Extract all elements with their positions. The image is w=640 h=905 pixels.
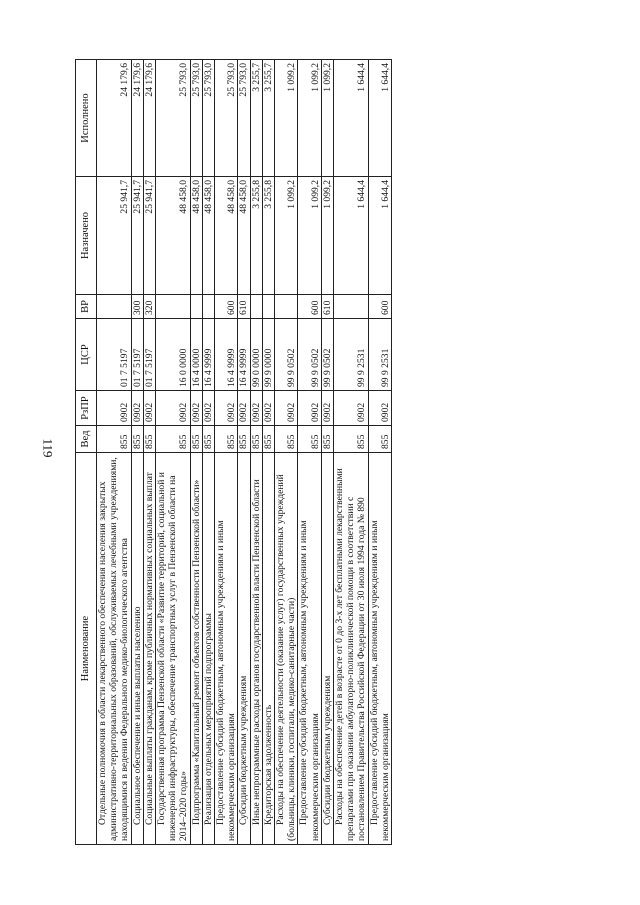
cell-ved: 855 [190, 426, 202, 453]
cell-rzpr: 0902 [202, 391, 214, 426]
table-header [76, 60, 97, 845]
cell-isp: 1 099,2 [321, 60, 333, 177]
cell-ved: 855 [321, 426, 333, 453]
cell-isp: 24 179,6 [131, 60, 143, 177]
cell-vr: 610 [321, 295, 333, 319]
cell-rzpr: 0902 [275, 391, 298, 426]
cell-csr: 99 9 2531 [368, 319, 391, 391]
cell-vr [334, 295, 369, 319]
cell-ved: 855 [156, 426, 191, 453]
cell-nazn: 48 458,0 [190, 177, 202, 295]
cell-csr: 99 9 2531 [334, 319, 369, 391]
cell-vr [275, 295, 298, 319]
cell-ved: 855 [298, 426, 321, 453]
cell-isp: 3 255,7 [250, 60, 262, 177]
cell-isp: 24 179,6 [143, 60, 155, 177]
cell-isp: 3 255,7 [262, 60, 274, 177]
cell-ved: 855 [97, 426, 132, 453]
cell-rzpr: 0902 [143, 391, 155, 426]
table-row [131, 60, 143, 845]
table-row [238, 60, 250, 845]
cell-nazn: 25 941,7 [97, 177, 132, 295]
cell-nazn: 3 255,8 [250, 177, 262, 295]
header-name: Наименование [76, 453, 97, 845]
rotated-table-container [75, 60, 560, 845]
cell-nazn: 1 644,4 [334, 177, 369, 295]
cell-csr: 16 4 9999 [215, 319, 238, 391]
cell-name: Субсидии бюджетным учреждениям [321, 453, 333, 845]
cell-csr: 01 7 5197 [97, 319, 132, 391]
table-row [97, 60, 132, 845]
header-rzpr: РзПР [76, 391, 97, 426]
cell-name: Расходы на обеспечение деятельности (оказание услуг) государственных учреждений (больницы, клиники, госпитали, медико-санитарные части) [275, 453, 298, 845]
cell-nazn: 48 458,0 [238, 177, 250, 295]
table-row [262, 60, 274, 845]
cell-nazn: 25 941,7 [143, 177, 155, 295]
header-isp: Исполнено [76, 60, 97, 177]
cell-vr: 600 [215, 295, 238, 319]
cell-csr: 16 0 0000 [156, 319, 191, 391]
cell-rzpr: 0902 [215, 391, 238, 426]
cell-nazn: 48 458,0 [215, 177, 238, 295]
cell-nazn: 3 255,8 [262, 177, 274, 295]
cell-name: Подпрограмма «Капитальный ремонт объектов собственности Пензенской области» [190, 453, 202, 845]
table-body [97, 60, 392, 845]
cell-rzpr: 0902 [298, 391, 321, 426]
header-ved: Вед [76, 426, 97, 453]
cell-csr: 99 0 0000 [250, 319, 262, 391]
cell-name: Предоставление субсидий бюджетным, автономным учреждениям и иным некоммерческим организациям [215, 453, 238, 845]
cell-name: Иные непрограммные расходы органов государственной власти Пензенской области [250, 453, 262, 845]
cell-vr [156, 295, 191, 319]
cell-name: Предоставление субсидий бюджетным, автономным учреждениям и иным некоммерческим организациям [368, 453, 391, 845]
cell-rzpr: 0902 [334, 391, 369, 426]
cell-rzpr: 0902 [190, 391, 202, 426]
table-row [334, 60, 369, 845]
table-row [143, 60, 155, 845]
cell-vr [202, 295, 214, 319]
cell-rzpr: 0902 [97, 391, 132, 426]
table-row [298, 60, 321, 845]
cell-nazn: 25 941,7 [131, 177, 143, 295]
table-row [368, 60, 391, 845]
cell-vr [262, 295, 274, 319]
cell-ved: 855 [131, 426, 143, 453]
cell-csr: 99 9 0502 [298, 319, 321, 391]
cell-isp: 1 644,4 [334, 60, 369, 177]
cell-nazn: 48 458,0 [202, 177, 214, 295]
table-row [202, 60, 214, 845]
cell-rzpr: 0902 [368, 391, 391, 426]
header-row [76, 60, 97, 845]
cell-name: Социальное обеспечение и иные выплаты населению [131, 453, 143, 845]
cell-vr: 610 [238, 295, 250, 319]
cell-isp: 25 793,0 [156, 60, 191, 177]
cell-rzpr: 0902 [238, 391, 250, 426]
cell-ved: 855 [143, 426, 155, 453]
header-vr: ВР [76, 295, 97, 319]
table-row [321, 60, 333, 845]
cell-csr: 01 7 5197 [143, 319, 155, 391]
cell-vr [250, 295, 262, 319]
cell-name: Государственная программа Пензенской области «Развитие территорий, социальной и инженерной инфраструктуры, обеспечение транспортных услуг в Пензенской области на 2014–2020 годы» [156, 453, 191, 845]
budget-table [75, 59, 392, 845]
table-row [190, 60, 202, 845]
cell-nazn: 1 099,2 [275, 177, 298, 295]
cell-ved: 855 [215, 426, 238, 453]
cell-name: Субсидии бюджетным учреждениям [238, 453, 250, 845]
cell-nazn: 1 099,2 [321, 177, 333, 295]
cell-ved: 855 [368, 426, 391, 453]
cell-nazn: 1 644,4 [368, 177, 391, 295]
cell-ved: 855 [262, 426, 274, 453]
cell-csr: 99 9 0502 [321, 319, 333, 391]
cell-name: Отдельные полномочия в области лекарственного обеспечения населения закрытых административно-территориальных образований, обслуживаемых лечебными учреждениями, находящимися в ведении Федерального медико-биологического агентства [97, 453, 132, 845]
cell-rzpr: 0902 [131, 391, 143, 426]
cell-ved: 855 [238, 426, 250, 453]
cell-name: Кредиторская задолженность [262, 453, 274, 845]
table-row [215, 60, 238, 845]
cell-name: Предоставление субсидий бюджетным, автономным учреждениям и иным некоммерческим организациям [298, 453, 321, 845]
cell-vr: 600 [298, 295, 321, 319]
cell-csr: 16 4 9999 [202, 319, 214, 391]
cell-isp: 1 644,4 [368, 60, 391, 177]
cell-rzpr: 0902 [262, 391, 274, 426]
cell-name: Социальные выплаты гражданам, кроме публичных нормативных социальных выплат [143, 453, 155, 845]
table-row [156, 60, 191, 845]
cell-ved: 855 [275, 426, 298, 453]
cell-nazn: 1 099,2 [298, 177, 321, 295]
cell-ved: 855 [250, 426, 262, 453]
cell-isp: 25 793,0 [238, 60, 250, 177]
cell-rzpr: 0902 [156, 391, 191, 426]
cell-name: Реализация отдельных мероприятий подпрограммы [202, 453, 214, 845]
cell-isp: 1 099,2 [275, 60, 298, 177]
table-row [275, 60, 298, 845]
page-number: 119 [40, 438, 56, 458]
cell-isp: 25 793,0 [190, 60, 202, 177]
cell-isp: 1 099,2 [298, 60, 321, 177]
cell-ved: 855 [334, 426, 369, 453]
header-csr: ЦСР [76, 319, 97, 391]
cell-csr: 01 7 5197 [131, 319, 143, 391]
cell-csr: 16 4 0000 [190, 319, 202, 391]
cell-vr: 600 [368, 295, 391, 319]
cell-vr: 320 [143, 295, 155, 319]
cell-csr: 16 4 9999 [238, 319, 250, 391]
cell-ved: 855 [202, 426, 214, 453]
table-row [250, 60, 262, 845]
cell-vr [97, 295, 132, 319]
cell-vr [190, 295, 202, 319]
cell-isp: 25 793,0 [215, 60, 238, 177]
cell-nazn: 48 458,0 [156, 177, 191, 295]
cell-isp: 25 793,0 [202, 60, 214, 177]
cell-name: Расходы на обеспечение детей в возрасте от 0 до 3-х лет бесплатными лекарственными препаратами при оказании амбулаторно-поликлинической помощи в соответствии с постановлением Правительства Российской Федерации от 30 июля 1994 года № 890 [334, 453, 369, 845]
cell-csr: 99 9 0000 [262, 319, 274, 391]
cell-csr: 99 9 0502 [275, 319, 298, 391]
cell-isp: 24 179,6 [97, 60, 132, 177]
header-nazn: Назначено [76, 177, 97, 295]
cell-vr: 300 [131, 295, 143, 319]
cell-rzpr: 0902 [321, 391, 333, 426]
cell-rzpr: 0902 [250, 391, 262, 426]
